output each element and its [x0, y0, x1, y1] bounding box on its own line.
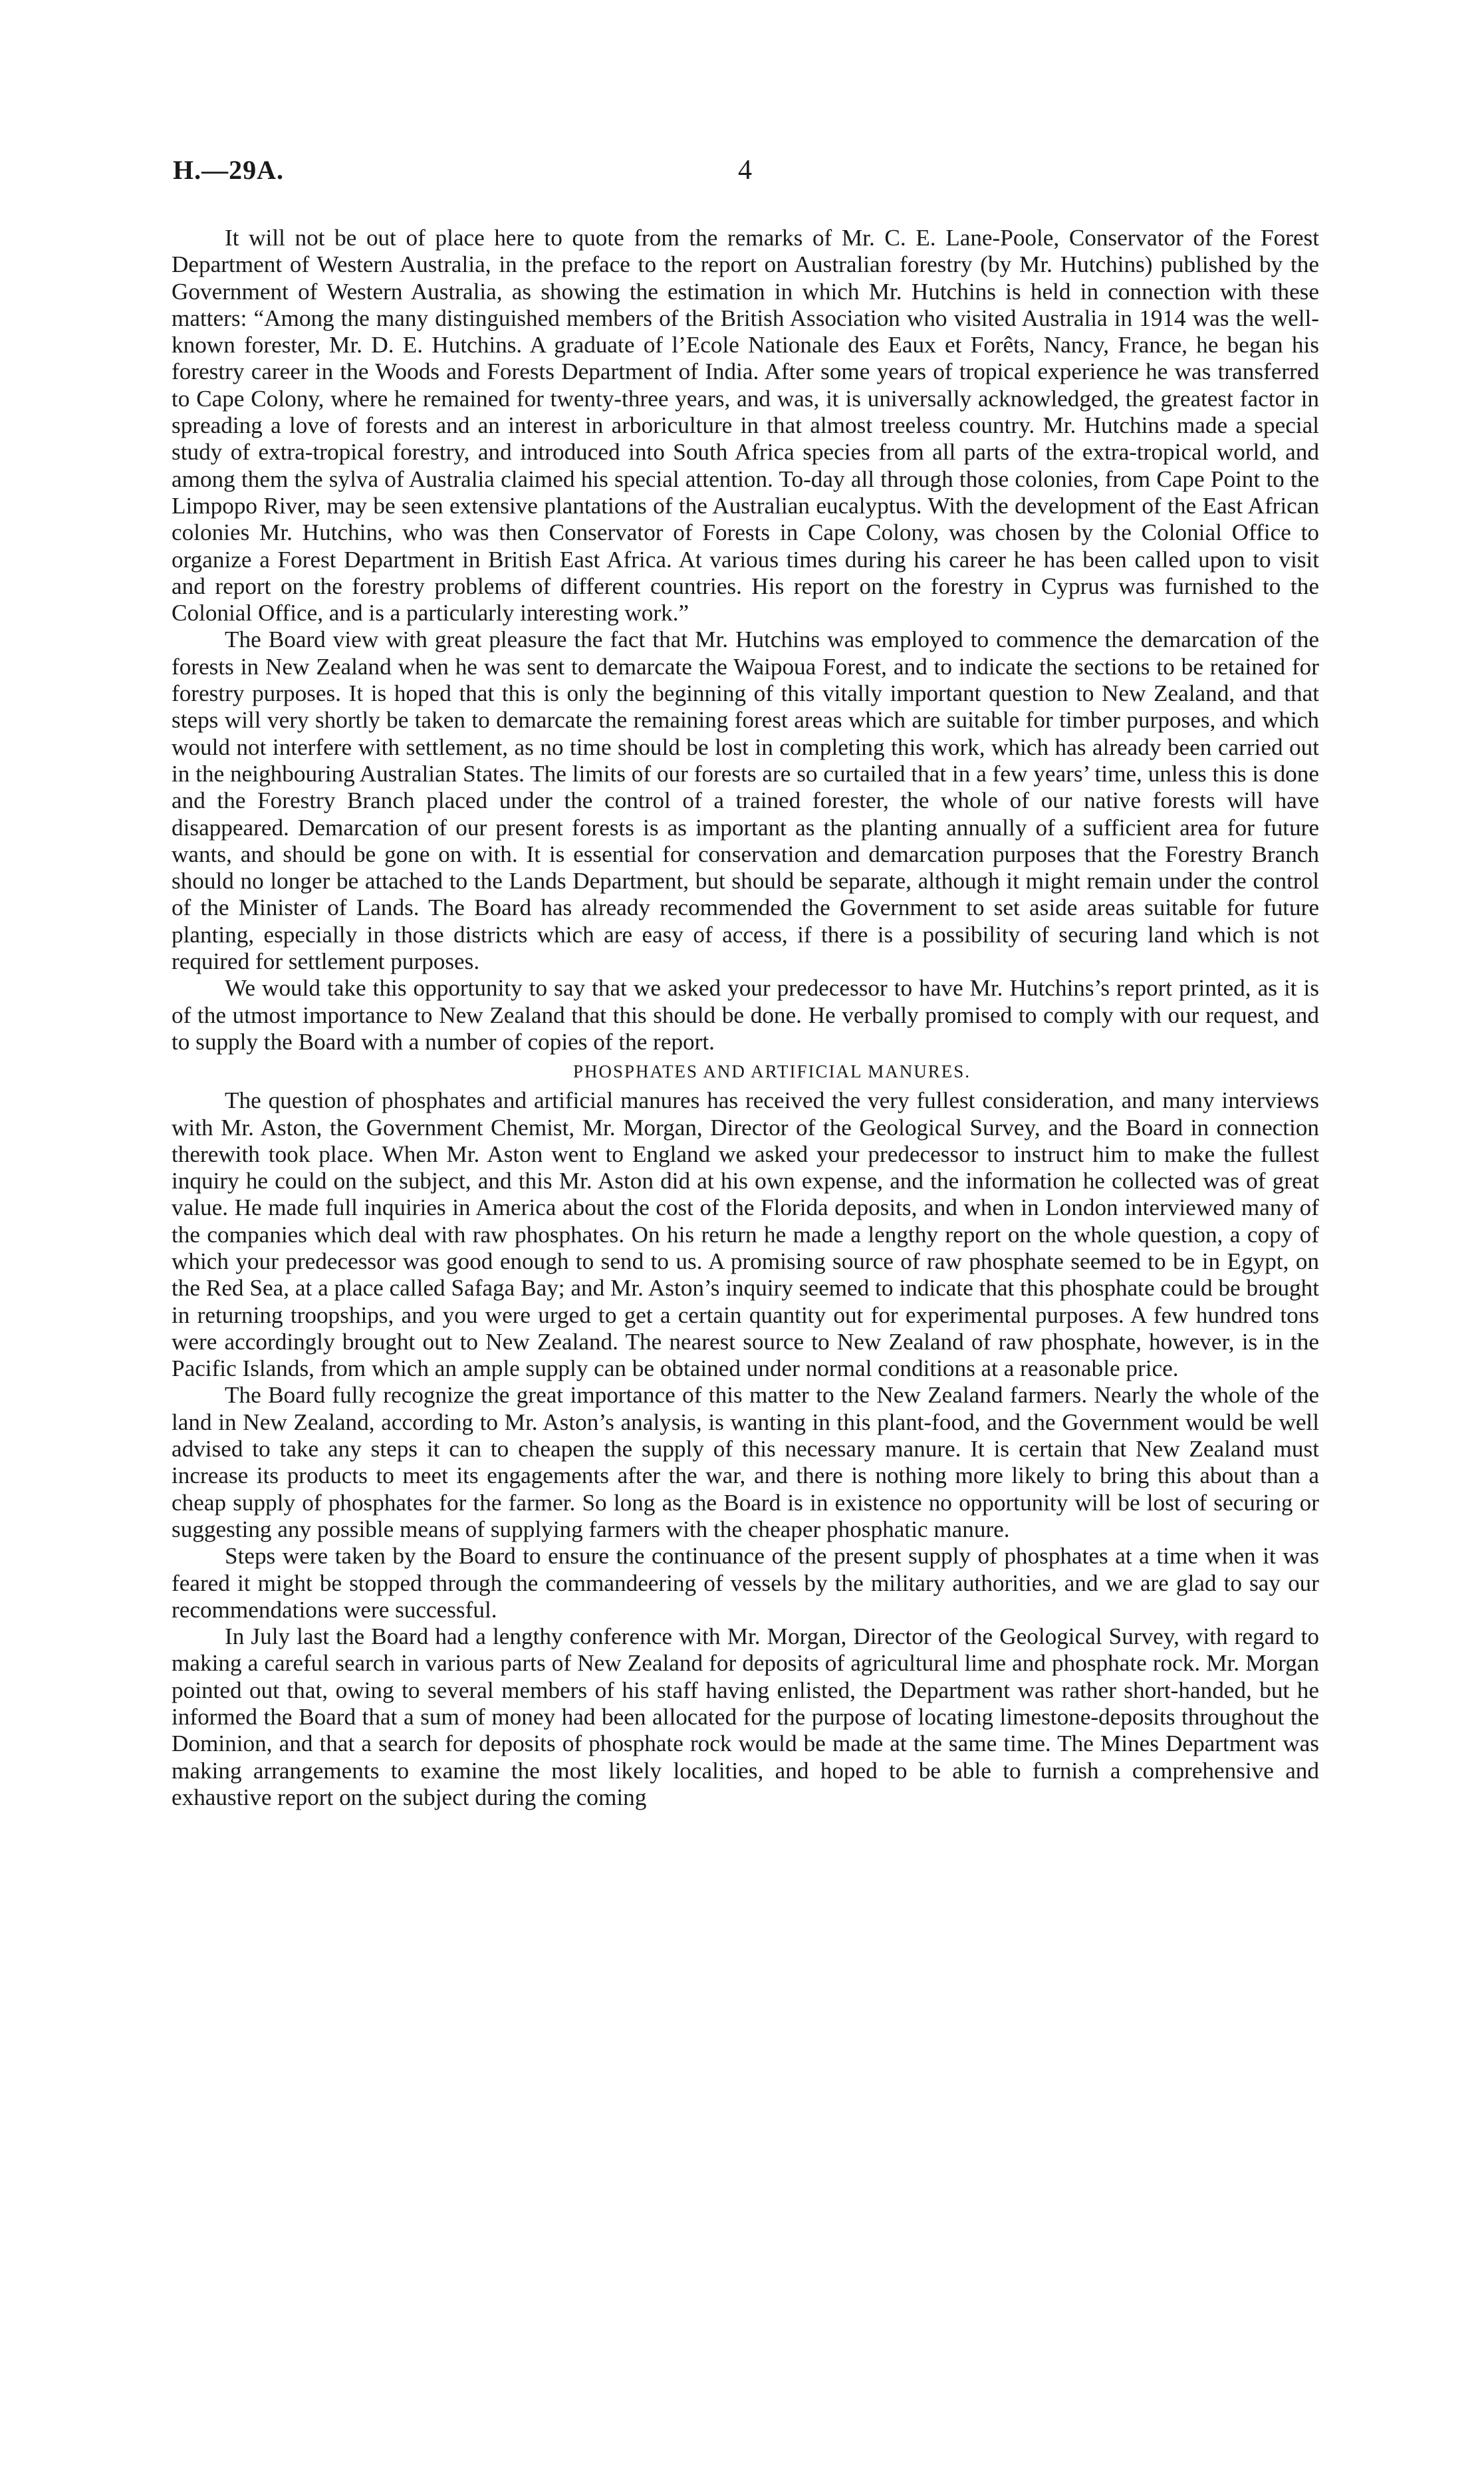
paragraph: The Board view with great pleasure the fact that Mr. Hutchins was employed to commence the demarcation of the forests in New Zealand when he was sent to demarcate the Waipoua Forest, and to indicate the sections to be retained for forestry purposes. It is hoped that this is only the beginning of this vitally important question to New Zealand, and that steps will very shortly be taken to demarcate the remaining forest areas which are suitable for timber purposes, and which would not interfere with settlement, as no time should be lost in completing this work, which has already been carried out in the neighbouring Australian States. The limits of our forests are so curtailed that in a few years’ time, unless this is done and the Forestry Branch placed under the control of a trained forester, the whole of our native forests will have disappeared. Demarcation of our present forests is as important as the planting annually of a sufficient area for future wants, and should be gone on with. It is essential for conservation and demarcation purposes that the Forestry Branch should no longer be attached to the Lands Department, but should be separate, although it might remain under the control of the Minister of Lands. The Board has already recommended the Government to set aside areas suitable for future planting, especially in those districts which are easy of access, if there is a possibility of securing land which is not required for settlement purposes.: [172, 626, 1319, 975]
paragraph: The Board fully recognize the great importance of this matter to the New Zealand farmers. Nearly the whole of the land in New Zealand, according to Mr. Aston’s analysis, is wanting in this plant-food, and the Government would be well advised to take any steps it can to cheapen the supply of this necessary manure. It is certain that New Zealand must increase its products to meet its engagements after the war, and there is nothing more likely to bring this about than a cheap supply of phosphates for the farmer. So long as the Board is in existence no opportunity will be lost of securing or suggesting any possible means of supplying farmers with the cheaper phosphatic manure.: [172, 1382, 1319, 1542]
paragraph: The question of phosphates and artificial manures has received the very fullest consideration, and many interviews with Mr. Aston, the Government Chemist, Mr. Morgan, Director of the Geological Survey, and the Board in connection therewith took place. When Mr. Aston went to England we asked your predecessor to instruct him to make the fullest inquiry he could on the subject, and this Mr. Aston did at his own expense, and the information he collected was of great value. He made full inquiries in America about the cost of the Florida deposits, and when in London interviewed many of the companies which deal with raw phosphates. On his return he made a lengthy report on the whole question, a copy of which your predecessor was good enough to send to us. A promising source of raw phosphate seemed to be in Egypt, on the Red Sea, at a place called Safaga Bay; and Mr. Aston’s inquiry seemed to indicate that this phosphate could be brought in returning troopships, and you were urged to get a certain quantity out for experimental purposes. A few hundred tons were accordingly brought out to New Zealand. The nearest source to New Zealand of raw phosphate, however, is in the Pacific Islands, from which an ample supply can be obtained under normal conditions at a reasonable price.: [172, 1087, 1319, 1382]
paragraph: We would take this opportunity to say that we asked your predecessor to have Mr. Hutchins’s report printed, as it is of the utmost importance to New Zealand that this should be done. He verbally promised to comply with our request, and to supply the Board with a number of copies of the report.: [172, 975, 1319, 1055]
document-reference: H.—29A.: [173, 155, 284, 185]
document-body: [172, 225, 1319, 1811]
paragraph: Steps were taken by the Board to ensure the continuance of the present supply of phosphates at a time when it was feared it might be stopped through the commandeering of vessels by the military authorities, and we are glad to say our recommendations were successful.: [172, 1543, 1319, 1623]
paragraph: In July last the Board had a lengthy conference with Mr. Morgan, Director of the Geological Survey, with regard to making a careful search in various parts of New Zealand for deposits of agricultural lime and phosphate rock. Mr. Morgan pointed out that, owing to several members of his staff having enlisted, the Department was rather short-handed, but he informed the Board that a sum of money had been allocated for the purpose of locating limestone-deposits throughout the Dominion, and that a search for deposits of phosphate rock would be made at the same time. The Mines Department was making arrangements to examine the most likely localities, and hoped to be able to furnish a comprehensive and exhaustive report on the subject during the coming: [172, 1623, 1319, 1810]
section-heading: PHOSPHATES AND ARTIFICIAL MANURES.: [573, 1061, 971, 1082]
page-header: [173, 154, 1316, 194]
paragraph: It will not be out of place here to quote from the remarks of Mr. C. E. Lane-Poole, Conservator of the Forest Department of Western Australia, in the preface to the report on Australian forestry (by Mr. Hutchins) published by the Government of Western Australia, as showing the estimation in which Mr. Hutchins is held in connection with these matters: “Among the many distinguished members of the British Association who visited Australia in 1914 was the well-known forester, Mr. D. E. Hutchins. A graduate of l’Ecole Nationale des Eaux et Forêts, Nancy, France, he began his forestry career in the Woods and Forests Department of India. After some years of tropical experience he was transferred to Cape Colony, where he remained for twenty-three years, and was, it is universally acknowledged, the greatest factor in spreading a love of forests and an interest in arboriculture in that almost treeless country. Mr. Hutchins made a special study of extra-tropical forestry, and introduced into South Africa species from all parts of the extra-tropical world, and among them the sylva of Australia claimed his special attention. To-day all through those colonies, from Cape Point to the Limpopo River, may be seen extensive plantations of the Australian eucalyptus. With the development of the East African colonies Mr. Hutchins, who was then Conservator of Forests in Cape Colony, was chosen by the Colonial Office to organize a Forest Department in British East Africa. At various times during his career he has been called upon to visit and report on the forestry problems of different countries. His report on the forestry in Cyprus was furnished to the Colonial Office, and is a particularly interesting work.”: [172, 225, 1319, 626]
page-number: 4: [738, 155, 752, 186]
